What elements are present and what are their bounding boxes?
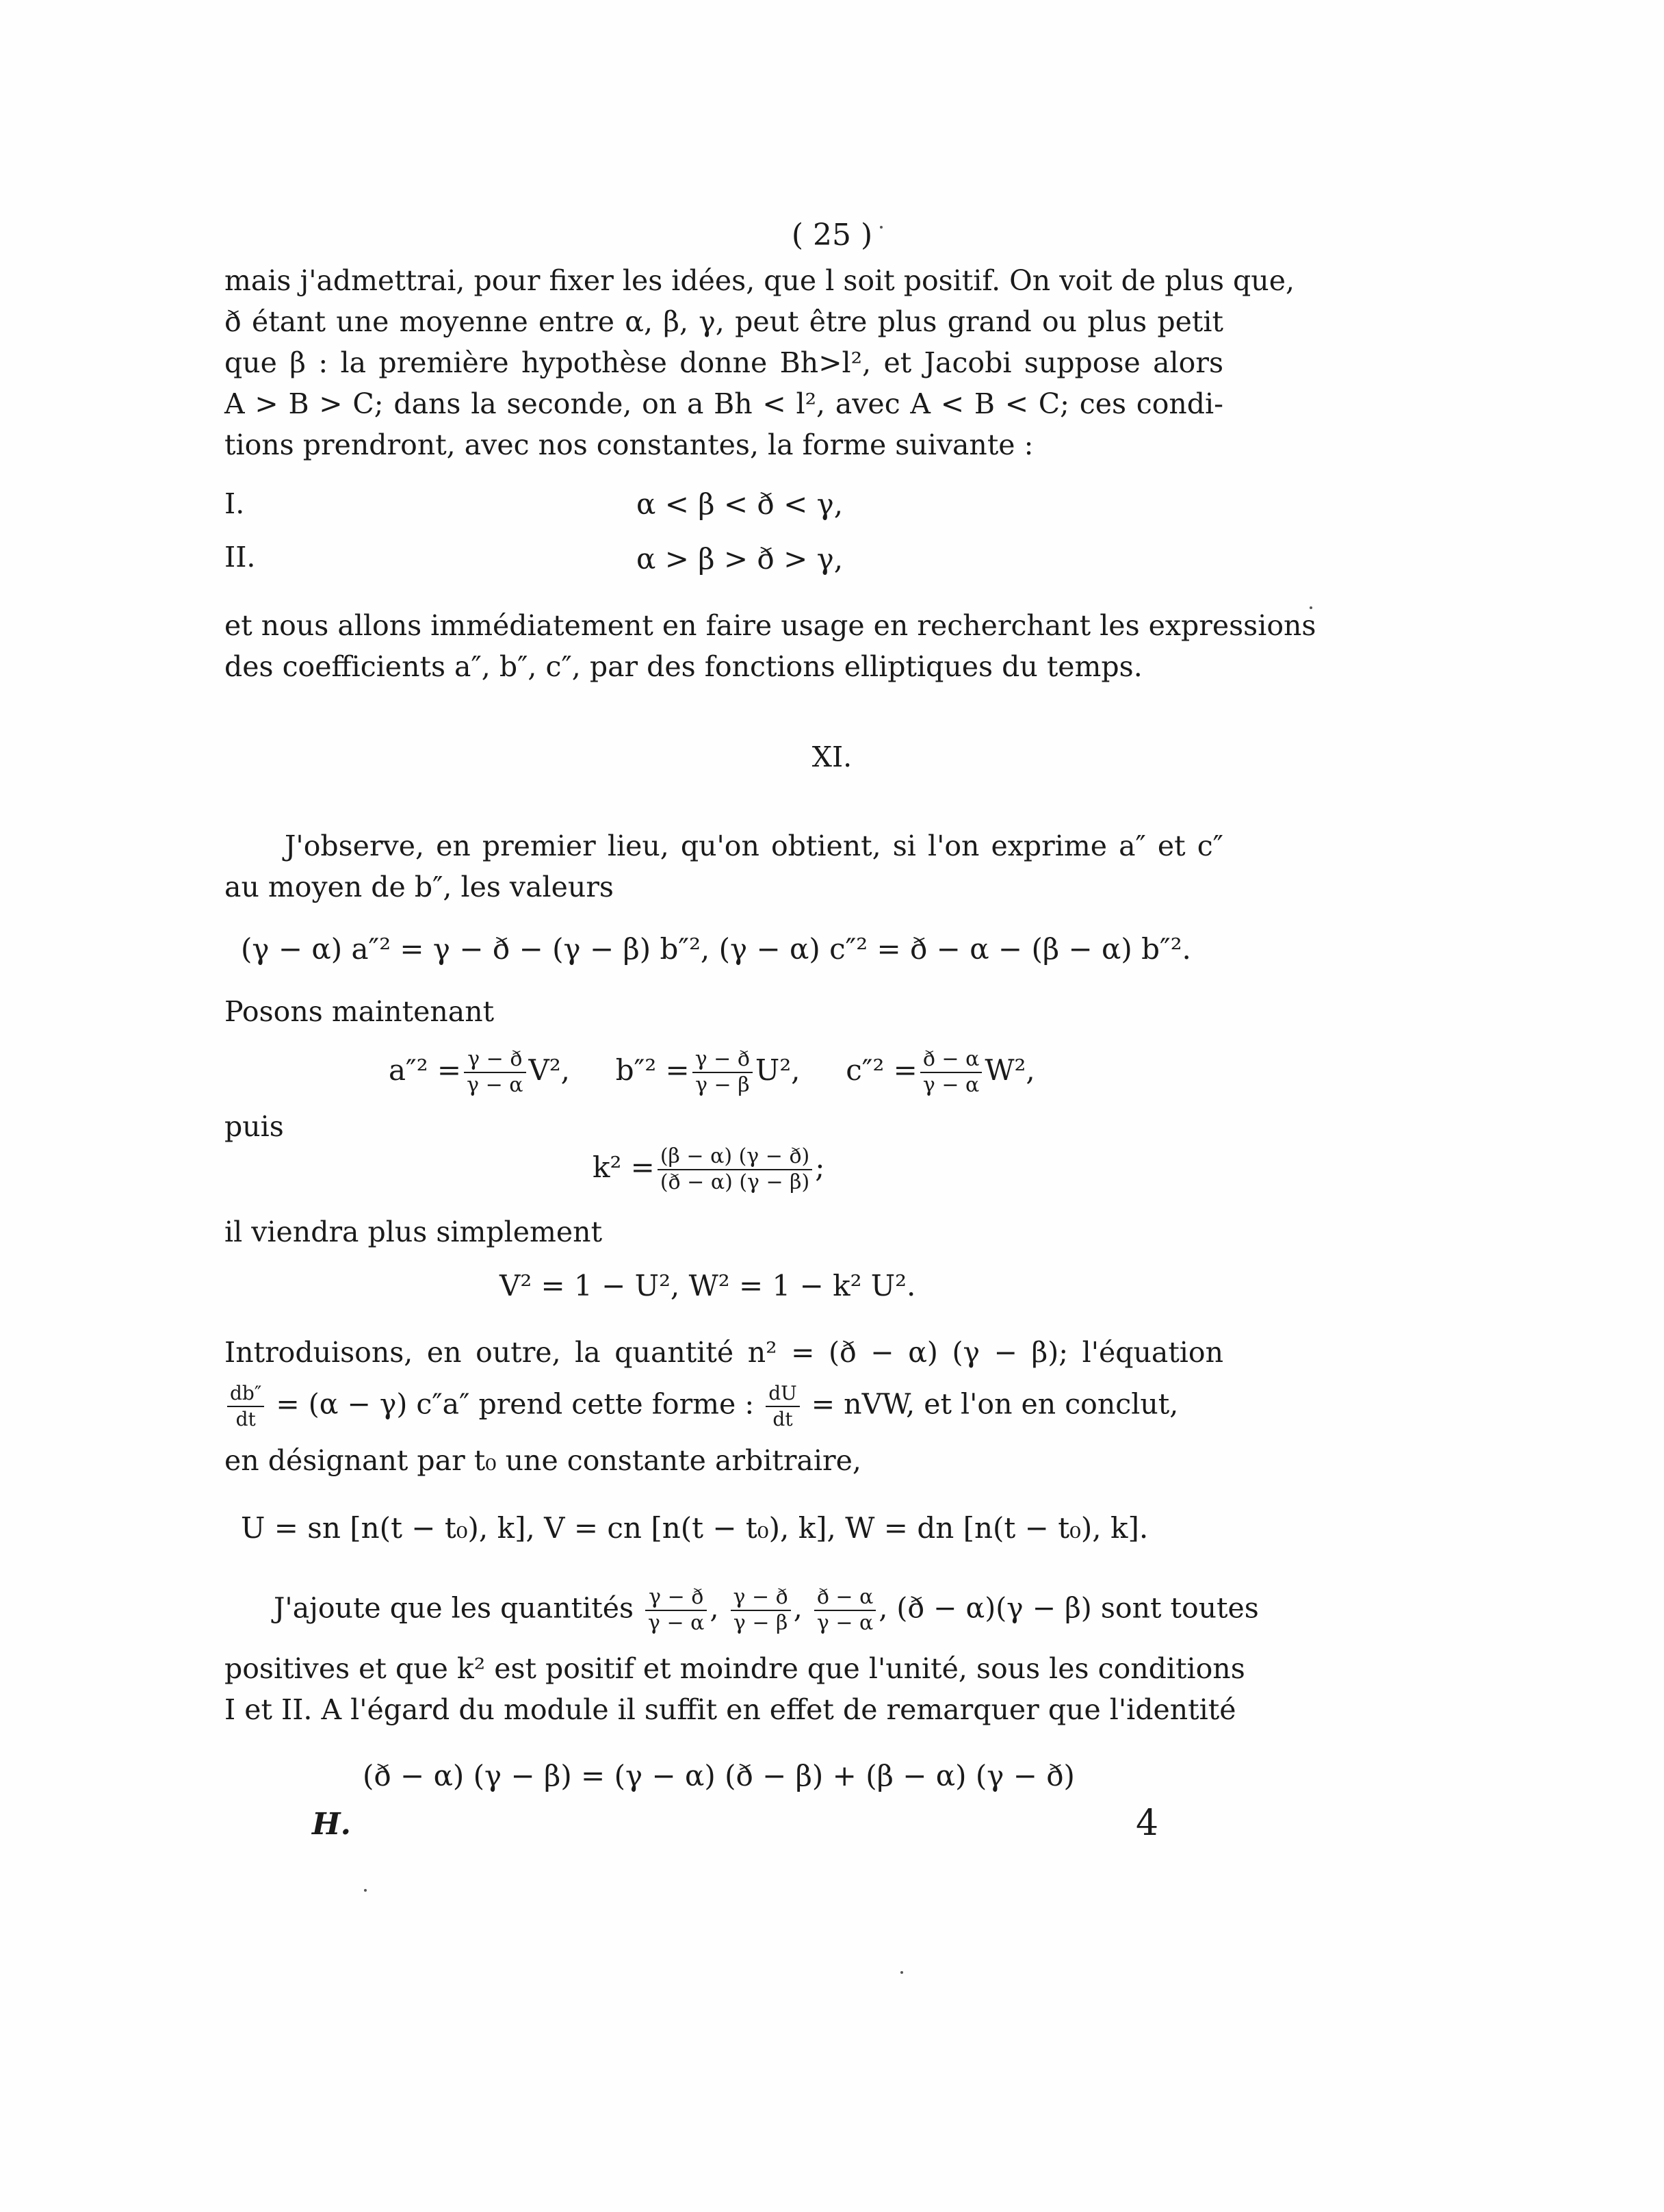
frac-denominator: (ð − α) (γ − β) (660, 1170, 810, 1194)
page-number: ( 25 ) (791, 218, 873, 253)
frac-denominator: γ − α (922, 1073, 980, 1097)
eq2-a-lhs: a″² = (389, 1053, 462, 1087)
eq2-c-frac (920, 1047, 983, 1098)
condition-expr-2: α > β > ð > γ, (636, 542, 844, 576)
eq2-b-rhs: U², (755, 1053, 801, 1087)
text-line: positives et que k² est positif et moindre que l'unité, sous les conditions (224, 1652, 1245, 1685)
ajoute-frac-1 (645, 1585, 707, 1636)
text-line: au moyen de b″, les valeurs (224, 871, 614, 903)
puis-text: puis (224, 1110, 284, 1143)
footer-signature: H. (312, 1807, 351, 1842)
frac-numerator: dU (766, 1381, 800, 1407)
section-title: XI. (811, 741, 853, 773)
frac-denominator: γ − β (733, 1611, 788, 1635)
frac-denominator: γ − β (695, 1073, 750, 1097)
footer-page-number: 4 (1136, 1803, 1159, 1844)
dUdt-frac (766, 1381, 800, 1432)
posons-text: Posons maintenant (224, 995, 495, 1028)
equation-1: (γ − α) a″² = γ − ð − (γ − β) b″², (γ − α) c″² = ð − α − (β − α) b″². (241, 932, 1191, 966)
text-line: ð étant une moyenne entre α, β, γ, peut être plus grand ou plus petit (224, 305, 1223, 338)
equation-4: V² = 1 − U², W² = 1 − k² U². (499, 1269, 916, 1302)
observe-paragraph (224, 825, 1223, 908)
frac-numerator: γ − ð (464, 1047, 525, 1073)
text-line: mais j'admettrai, pour fixer les idées, que l soit positif. On voit de plus que, (224, 264, 1295, 297)
eq2-a-frac (464, 1047, 525, 1098)
viendra-text: il viendra plus simplement (224, 1216, 603, 1248)
text-line: J'observe, en premier lieu, qu'on obtient, si l'on exprime a″ et c″ (285, 830, 1223, 862)
text-line: des coefficients a″, b″, c″, par des fonctions elliptiques du temps. (224, 650, 1143, 683)
ajoute-frac-2 (731, 1585, 791, 1636)
frac-numerator: (β − α) (γ − ð) (658, 1144, 812, 1170)
positives-paragraph (224, 1648, 1245, 1730)
eq3-frac (658, 1144, 812, 1195)
ajoute-frac-3 (814, 1585, 876, 1636)
condition-expr-1: α < β < ð < γ, (636, 487, 844, 521)
frac-numerator: ð − α (814, 1585, 876, 1611)
eq2-b-frac (692, 1047, 753, 1098)
intro2-text-part-2: = nVW, et l'on en conclut, (811, 1387, 1179, 1421)
eq2-c-rhs: W², (985, 1053, 1035, 1087)
equation-5: U = sn [n(t − t₀), k], V = cn [n(t − t₀), k], W = dn [n(t − t₀), k]. (241, 1511, 1149, 1545)
eq2-c-lhs: c″² = (846, 1053, 918, 1087)
equation-6: (ð − α) (γ − β) = (γ − α) (ð − β) + (β − α) (γ − ð) (363, 1759, 1075, 1792)
intro-paragraph (224, 260, 1295, 465)
equation-3 (593, 1144, 824, 1195)
frac-denominator: γ − α (467, 1073, 523, 1097)
paper-speck (880, 226, 883, 229)
condition-label-2: II. (224, 541, 256, 574)
introduisons-line-1: Introduisons, en outre, la quantité n² = (ð − α) (γ − β); l'équation (224, 1336, 1224, 1369)
frac-numerator: γ − ð (692, 1047, 753, 1073)
frac-denominator: γ − α (648, 1611, 705, 1635)
frac-denominator: γ − α (816, 1611, 874, 1635)
ajoute-prefix: J'ajoute que les quantités (274, 1591, 634, 1625)
frac-numerator: γ − ð (731, 1585, 791, 1611)
eq2-a-rhs: V², (528, 1053, 571, 1087)
text-line: tions prendront, avec nos constantes, la forme suivante : (224, 428, 1034, 461)
eq3-tail: ; (815, 1150, 825, 1184)
ajoute-suffix: , (ð − α)(γ − β) sont toutes (879, 1591, 1259, 1625)
intro2-text-part: = (α − γ) c″a″ prend cette forme : (276, 1387, 755, 1421)
text-line: A > B > C; dans la seconde, on a Bh < l², avec A < B < C; ces condi- (224, 387, 1223, 420)
frac-numerator: ð − α (920, 1047, 983, 1073)
text-line: que β : la première hypothèse donne Bh>l², et Jacobi suppose alors (224, 346, 1223, 379)
paper-speck (1310, 606, 1312, 609)
eq3-lhs: k² = (593, 1150, 655, 1184)
after-conditions-paragraph (224, 605, 1316, 687)
eq2-b-lhs: b″² = (615, 1053, 690, 1087)
text-line: et nous allons immédiatement en faire usage en recherchant les expressions (224, 609, 1316, 642)
equation-2 (389, 1047, 1035, 1098)
frac-numerator: γ − ð (645, 1585, 707, 1611)
frac-denominator: dt (235, 1408, 256, 1430)
ajoute-line: J'ajoute que les quantités $\frac{\gamma - ð}{\gamma - \alpha}$ , $\frac{\gamma - ð}{\gamma - \beta}$ , $\frac{ð - \alpha}{\gamma - \alpha}$ , (ð − α)(γ − β) sont toutes (274, 1585, 1259, 1635)
dbdt-frac (227, 1381, 264, 1432)
introduisons-line-3: en désignant par t₀ une constante arbitraire, (224, 1444, 861, 1477)
frac-numerator: db″ (227, 1381, 264, 1407)
paper-speck (364, 1889, 367, 1892)
condition-label-1: I. (224, 487, 245, 520)
paper-speck (900, 1971, 903, 1974)
text-line: I et II. A l'égard du module il suffit en effet de remarquer que l'identité (224, 1693, 1236, 1726)
introduisons-line-2 (224, 1381, 1223, 1432)
frac-denominator: dt (772, 1408, 793, 1430)
